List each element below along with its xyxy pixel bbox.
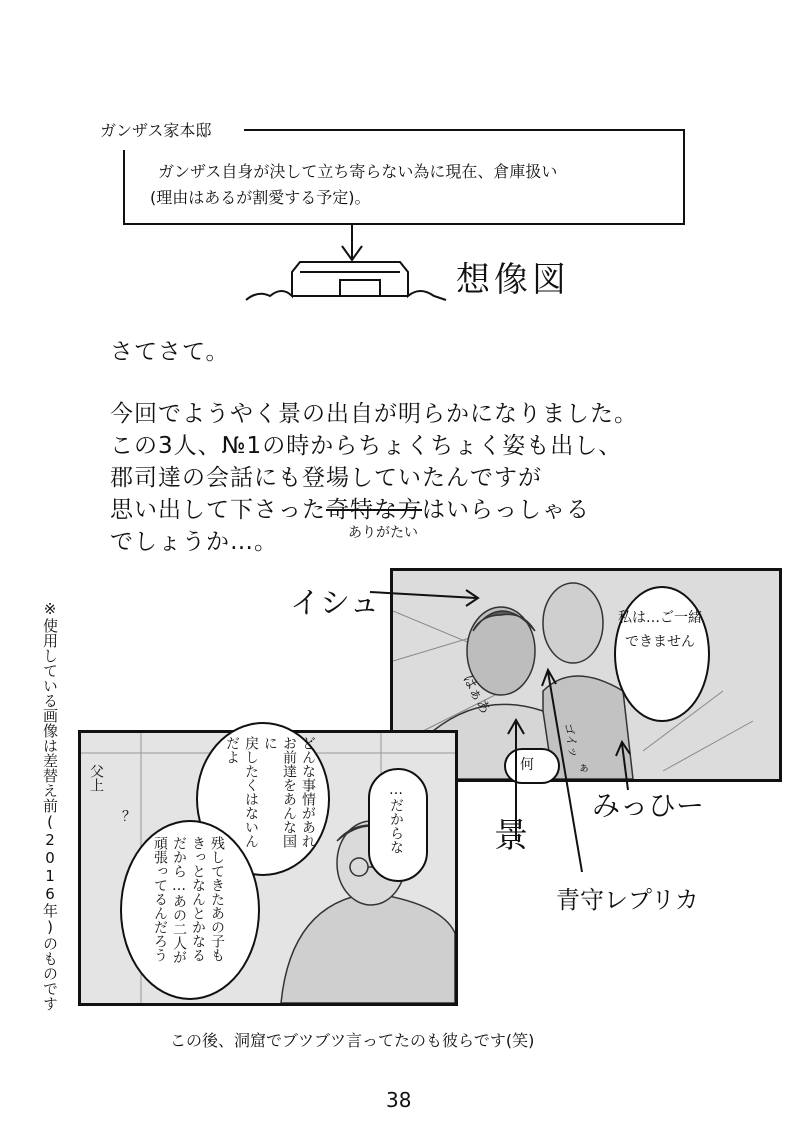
body-line-1: 今回でようやく景の出自が明らかになりました。: [110, 401, 638, 427]
annotation-seishu-replica: 青守レプリカ: [556, 886, 699, 914]
caption: この後、洞窟でブツブツ言ってたのも彼らです(笑): [170, 1031, 535, 1050]
speech-bubble-b-text: …だからな: [388, 782, 404, 854]
struck-text: 奇特な方: [326, 497, 422, 523]
annotation-ishu: イシュ: [290, 586, 380, 621]
label-father: 父上: [88, 764, 104, 792]
bubble-c-line-1: 残してきたあの子も: [209, 836, 225, 962]
sfx-goi: ゴイッ: [561, 721, 582, 760]
page-number: 38: [386, 1088, 412, 1112]
bubble-c-line-2: きっとなんとかなる: [190, 836, 206, 962]
bubble-c-line-4: 頑張ってるんだろう: [152, 836, 168, 962]
body-line-3: 郡司達の会話にも登場していたんですが: [110, 465, 542, 491]
correction-text: ありがたい: [348, 525, 418, 541]
bubble-a-line-3: 戻したくはないん: [243, 736, 259, 848]
sfx-haa: はぁあ: [459, 672, 494, 717]
bubble-a-line-1: どんな事情があれ: [300, 736, 316, 848]
speech-bubble-c-text: [150, 836, 226, 986]
bubble-main-line-2: できません: [625, 634, 695, 650]
body-line-4-post: はいらっしゃる: [422, 497, 590, 523]
note-line-2: (理由はあるが割愛する予定)。: [150, 188, 371, 207]
sketch-label: 想像図: [456, 260, 570, 300]
sfx-a: ぁ: [578, 760, 591, 774]
note-line-1: ガンザス自身が決して立ち寄らない為に現在、倉庫扱い: [158, 162, 558, 181]
bubble-c-line-3: だから…あの二人が: [171, 836, 187, 964]
section-heading: ガンザス家本邸: [100, 121, 212, 140]
question-mark: ？: [122, 809, 136, 825]
body-line-2: この3人、№1の時からちょくちょく姿も出し、: [110, 433, 623, 459]
intro-text: さてさて。: [110, 339, 230, 365]
speech-bubble-a-text: [222, 736, 317, 856]
annotation-kei: 景: [494, 816, 528, 856]
side-note: ※使用している画像は差替え前(2016年)のものです: [41, 600, 59, 1011]
body-line-4-pre: 思い出して下さった: [110, 497, 326, 523]
bubble-a-line-2: お前達をあんな国に: [262, 736, 297, 848]
body-line-5: でしょうか…。: [110, 529, 278, 555]
bubble-main-line-1: 私は…ご一緒: [618, 610, 702, 626]
speech-bubble-small-text: 何: [520, 757, 534, 773]
bubble-a-line-4: だよ: [224, 736, 240, 764]
annotation-miffy: みっひー: [592, 789, 705, 822]
